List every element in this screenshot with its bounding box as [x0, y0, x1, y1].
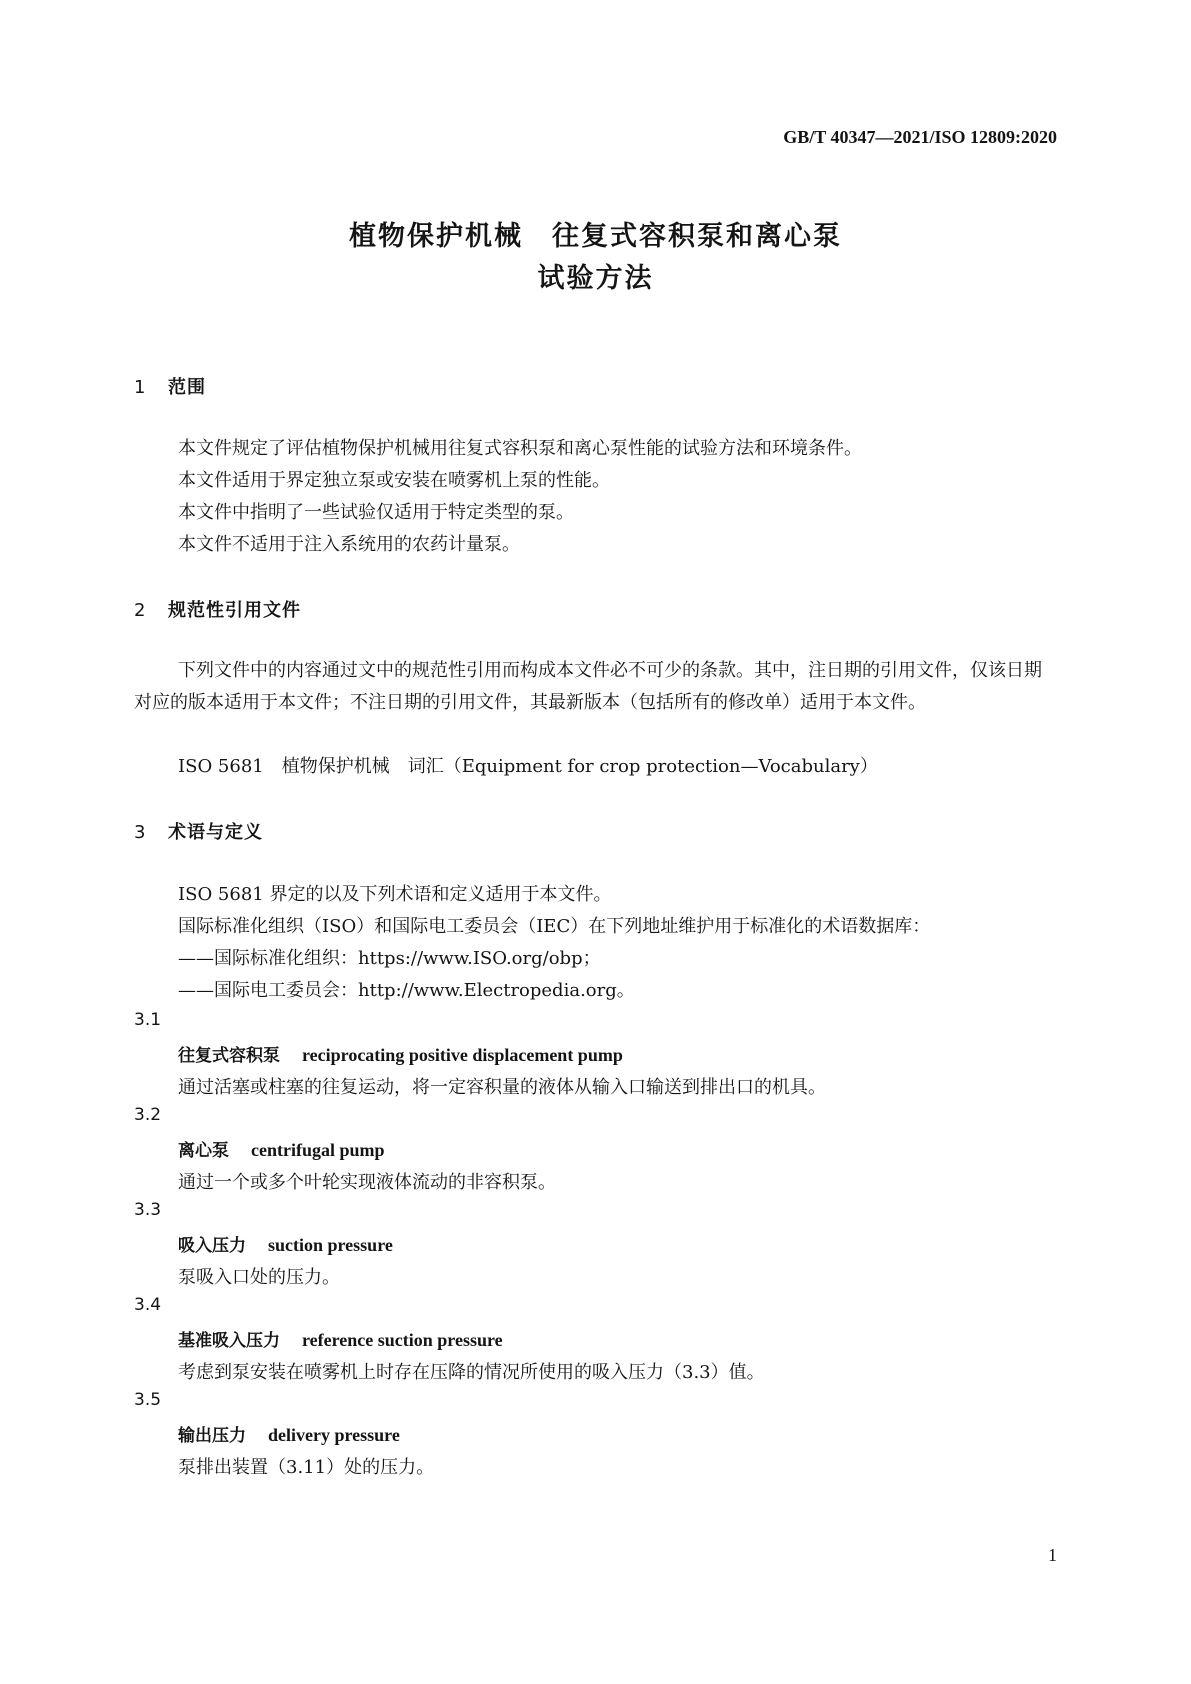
- paragraph: 本文件适用于界定独立泵或安装在喷雾机上泵的性能。: [178, 470, 610, 491]
- paragraph: ISO 5681 界定的以及下列术语和定义适用于本文件。: [178, 884, 612, 905]
- term-heading: [178, 1421, 400, 1446]
- term-number: 3.3: [134, 1200, 162, 1220]
- term-number: 3.5: [134, 1390, 162, 1410]
- section-heading-scope: [134, 373, 206, 399]
- term-heading: [178, 1231, 393, 1256]
- paragraph: 本文件规定了评估植物保护机械用往复式容积泵和离心泵性能的试验方法和环境条件。: [178, 438, 862, 459]
- section-title: 术语与定义: [168, 822, 263, 843]
- term-zh: 基准吸入压力: [178, 1331, 280, 1351]
- term-en: centrifugal pump: [251, 1140, 385, 1160]
- term-number: 3.4: [134, 1295, 162, 1315]
- page-title-line1: 植物保护机械 往复式容积泵和离心泵: [349, 221, 842, 252]
- term-definition: 通过一个或多个叶轮实现液体流动的非容积泵。: [178, 1172, 556, 1193]
- term-zh: 输出压力: [178, 1426, 246, 1446]
- term-en: reference suction pressure: [302, 1330, 503, 1350]
- section-heading-terms: [134, 818, 263, 844]
- term-zh: 吸入压力: [178, 1236, 246, 1256]
- section-title: 范围: [168, 377, 206, 398]
- paragraph-normative-intro: 下列文件中的内容通过文中的规范性引用而构成本文件必不可少的条款。其中，注日期的引用文件，仅该日期对应的版本适用于本文件；不注日期的引用文件，其最新版本（包括所有的修改单）适用于本文件。: [134, 660, 1042, 713]
- page-title-line2: 试验方法: [537, 263, 654, 294]
- section-title: 规范性引用文件: [168, 600, 301, 621]
- term-heading: [178, 1041, 623, 1066]
- term-en: suction pressure: [268, 1235, 393, 1255]
- section-number: 2: [134, 600, 147, 621]
- section-heading-normative-references: [134, 596, 301, 622]
- term-number: 3.1: [134, 1010, 162, 1030]
- document-code: GB/T 40347—2021/ISO 12809:2020: [783, 127, 1057, 147]
- term-definition: 泵吸入口处的压力。: [178, 1267, 340, 1288]
- page-number: 1: [1048, 1545, 1057, 1565]
- paragraph: 本文件不适用于注入系统用的农药计量泵。: [178, 534, 520, 555]
- list-item: ——国际标准化组织：https://www.ISO.org/obp；: [178, 948, 601, 969]
- term-zh: 离心泵: [178, 1141, 229, 1161]
- term-en: reciprocating positive displacement pump: [302, 1045, 623, 1065]
- term-definition: 通过活塞或柱塞的往复运动，将一定容积量的液体从输入口输送到排出口的机具。: [178, 1077, 826, 1098]
- paragraph: 本文件中指明了一些试验仅适用于特定类型的泵。: [178, 502, 574, 523]
- normative-reference-item: ISO 5681 植物保护机械 词汇（Equipment for crop protection—Vocabulary）: [178, 756, 878, 777]
- term-definition: 考虑到泵安装在喷雾机上时存在压降的情况所使用的吸入压力（3.3）值。: [178, 1362, 765, 1383]
- section-number: 1: [134, 377, 147, 398]
- section-number: 3: [134, 822, 147, 843]
- term-heading: [178, 1326, 503, 1351]
- term-zh: 往复式容积泵: [178, 1046, 280, 1066]
- term-definition: 泵排出装置（3.11）处的压力。: [178, 1457, 435, 1478]
- term-number: 3.2: [134, 1105, 162, 1125]
- term-en: delivery pressure: [268, 1425, 400, 1445]
- list-item: ——国际电工委员会：http://www.Electropedia.org。: [178, 980, 635, 1001]
- term-heading: [178, 1136, 385, 1161]
- paragraph: 国际标准化组织（ISO）和国际电工委员会（IEC）在下列地址维护用于标准化的术语数据库：: [178, 916, 931, 937]
